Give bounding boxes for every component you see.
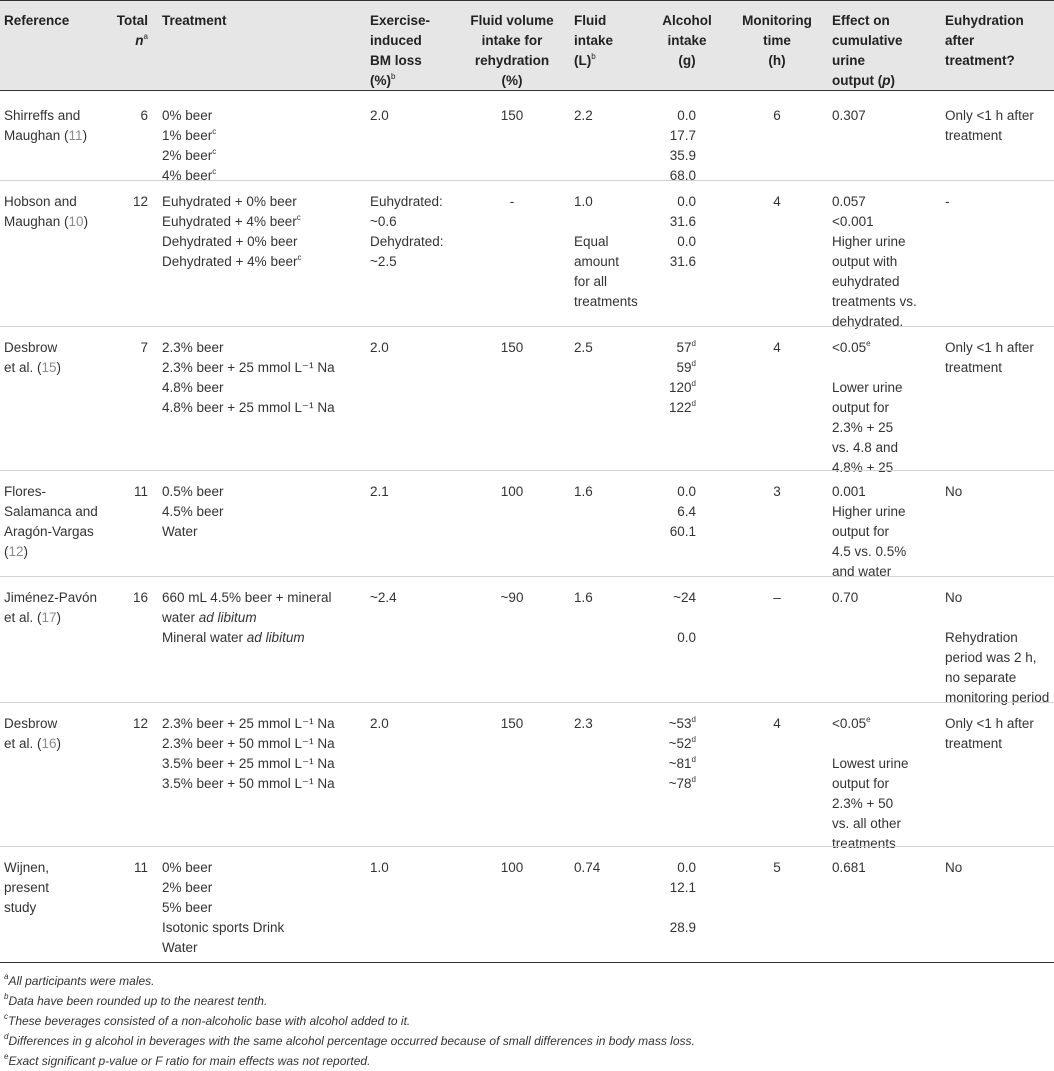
reference-citation-link[interactable]: 11 — [68, 128, 83, 143]
total-n-cell: 11 — [133, 484, 148, 499]
footnote: $^b$Data have been rounded up to the nearest tenth. — [4, 992, 268, 1008]
fluid-intake-cell: 0.74 — [574, 860, 601, 875]
reference-cell: Desbrow et al. (16) — [4, 716, 62, 751]
euhydration-cell: No — [945, 484, 963, 499]
header-effect: Effect on cumulative urine output (p) — [832, 13, 903, 88]
fluid-volume-cell: 150 — [500, 716, 524, 731]
fluid-intake-cell: 2.3 — [574, 716, 593, 731]
alcohol-cell: 0.0 31.6 0.0 31.6 — [669, 194, 696, 269]
reference-citation-link[interactable]: 17 — [41, 610, 57, 625]
effect-cell: 0.307 — [832, 108, 866, 123]
bottom-rule — [0, 962, 1054, 963]
fluid-volume-cell: 100 — [500, 484, 524, 499]
fluid-intake-cell: 2.2 — [574, 108, 593, 123]
monitoring-cell: – — [773, 590, 781, 605]
treatment-cell: 2.3% beer + 25 mmol L⁻¹ Na 2.3% beer + 50 mmol L⁻¹ Na 3.5% beer + 25 mmol L⁻¹ Na 3.5% beer + 50 mmol L⁻¹ Na — [162, 716, 335, 791]
total-n-cell: 12 — [132, 716, 148, 731]
reference-cell: Jiménez-Pavón et al. (17) — [4, 590, 98, 625]
total-n-cell: 6 — [140, 108, 148, 123]
header-fluid-volume: Fluid volume intake for rehydration (%) — [470, 13, 554, 88]
reference-citation-link[interactable]: 12 — [8, 544, 24, 559]
alcohol-cell: 0.0 12.1 28.9 — [669, 860, 696, 935]
treatment-cell: Euhydrated + 0% beer Euhydrated + 4% beer$^c$ Dehydrated + 0% beer Dehydrated + 4% beer$^c$ — [162, 194, 302, 269]
monitoring-cell: 4 — [773, 340, 781, 355]
footnote: $^c$These beverages consisted of a non-alcoholic base with alcohol added to it. — [4, 1012, 411, 1028]
euhydration-cell: - — [945, 194, 950, 209]
effect-cell: <0.05$^e$ Lower urine output for 2.3% + 25 vs. 4.8 and 4.8% + 25 — [832, 338, 903, 475]
effect-cell: 0.681 — [832, 860, 866, 875]
fluid-intake-cell: 1.0 Equal amount for all treatments — [574, 194, 638, 309]
alcohol-cell: 0.0 6.4 60.1 — [669, 484, 696, 539]
total-n-cell: 11 — [133, 860, 148, 875]
footnote: $^e$Exact significant p-value or F ratio for main effects was not reported. — [4, 1052, 371, 1068]
header-total-n: Total $n^a$ — [116, 13, 148, 48]
bm-loss-cell: 2.0 — [370, 340, 389, 355]
footnote: $^d$Differences in g alcohol in beverages with the same alcohol percentage occurred because of small differences in body mass loss. — [4, 1032, 695, 1048]
fluid-intake-cell: 1.6 — [574, 590, 593, 605]
effect-cell: 0.057 <0.001 Higher urine output with euhydrated treatments vs. dehydrated. — [832, 194, 917, 329]
treatment-cell: 0.5% beer 4.5% beer Water — [162, 484, 224, 539]
treatment-cell: 0% beer 2% beer 5% beer Isotonic sports Drink Water — [162, 860, 285, 955]
header-euhydration: Euhydration after treatment? — [945, 13, 1024, 68]
row-separator — [0, 326, 1054, 327]
fluid-volume-cell: ~90 — [500, 590, 524, 605]
fluid-volume-cell: - — [509, 194, 515, 209]
reference-cell: Hobson and Maughan (10) — [4, 194, 89, 229]
euhydration-cell: Only <1 h after treatment — [945, 108, 1034, 143]
euhydration-cell: No Rehydration period was 2 h, no separate monitoring period — [945, 590, 1050, 705]
fluid-volume-cell: 100 — [500, 860, 524, 875]
alcohol-cell: ~24 0.0 — [673, 590, 696, 645]
monitoring-cell: 6 — [773, 108, 781, 123]
monitoring-cell: 4 — [773, 194, 781, 209]
effect-cell: <0.05$^e$ Lowest urine output for 2.3% + 50 vs. all other treatments — [832, 714, 909, 851]
header-monitoring: Monitoring time (h) — [742, 13, 812, 68]
reference-cell: Flores- Salamanca and Aragón-Vargas (12) — [4, 484, 98, 559]
treatment-cell: 0% beer 1% beer$^c$ 2% beer$^c$ 4% beer$^c$ — [162, 108, 217, 183]
row-separator — [0, 470, 1054, 471]
bm-loss-cell: ~2.4 — [370, 590, 397, 605]
header-treatment: Treatment — [162, 13, 227, 28]
alcohol-cell: 0.0 17.7 35.9 68.0 — [669, 108, 696, 183]
alcohol-cell: 57$^d$ 59$^d$ 120$^d$ 122$^d$ — [669, 338, 696, 415]
fluid-intake-cell: 2.5 — [574, 340, 593, 355]
reference-cell: Desbrow et al. (15) — [4, 340, 62, 375]
bm-loss-cell: 2.0 — [370, 108, 389, 123]
row-separator — [0, 180, 1054, 181]
effect-cell: 0.70 — [832, 590, 859, 605]
header-alcohol: Alcohol intake (g) — [662, 13, 712, 68]
reference-citation-link[interactable]: 16 — [41, 736, 57, 751]
effect-cell: 0.001 Higher urine output for 4.5 vs. 0.5% and water — [832, 484, 907, 579]
row-separator — [0, 576, 1054, 577]
bm-loss-cell: 2.0 — [370, 716, 389, 731]
alcohol-cell: ~53$^d$ ~52$^d$ ~81$^d$ ~78$^d$ — [668, 714, 696, 791]
row-separator — [0, 702, 1054, 703]
euhydration-cell: No — [945, 860, 963, 875]
total-n-cell: 16 — [132, 590, 148, 605]
fluid-intake-cell: 1.6 — [574, 484, 593, 499]
fluid-volume-cell: 150 — [500, 340, 524, 355]
reference-cell: Shirreffs and Maughan (11) — [4, 108, 88, 143]
euhydration-cell: Only <1 h after treatment — [945, 340, 1034, 375]
bm-loss-cell: Euhydrated: ~0.6 Dehydrated: ~2.5 — [370, 194, 444, 269]
header-bm-loss: Exercise- induced BM loss (%)$^b$ — [370, 13, 431, 88]
euhydration-cell: Only <1 h after treatment — [945, 716, 1034, 751]
fluid-volume-cell: 150 — [500, 108, 524, 123]
monitoring-cell: 5 — [773, 860, 781, 875]
header-fluid-intake: Fluid intake $(L)^b$ — [574, 13, 614, 68]
row-separator — [0, 846, 1054, 847]
bm-loss-cell: 2.1 — [370, 484, 389, 499]
monitoring-cell: 4 — [773, 716, 781, 731]
bm-loss-cell: 1.0 — [370, 860, 389, 875]
monitoring-cell: 3 — [773, 484, 781, 499]
treatment-cell: 2.3% beer 2.3% beer + 25 mmol L⁻¹ Na 4.8% beer 4.8% beer + 25 mmol L⁻¹ Na — [162, 340, 335, 415]
total-n-cell: 7 — [140, 340, 148, 355]
total-n-cell: 12 — [132, 194, 148, 209]
reference-citation-link[interactable]: 15 — [41, 360, 57, 375]
treatment-cell: 660 mL 4.5% beer + mineral water ad libitum Mineral water ad libitum — [162, 590, 332, 645]
reference-citation-link[interactable]: 10 — [68, 214, 84, 229]
top-rule — [0, 0, 1054, 1]
header-reference: Reference — [4, 13, 70, 28]
footnote: $^a$All participants were males. — [4, 972, 155, 988]
reference-cell: Wijnen, present study — [4, 860, 50, 915]
